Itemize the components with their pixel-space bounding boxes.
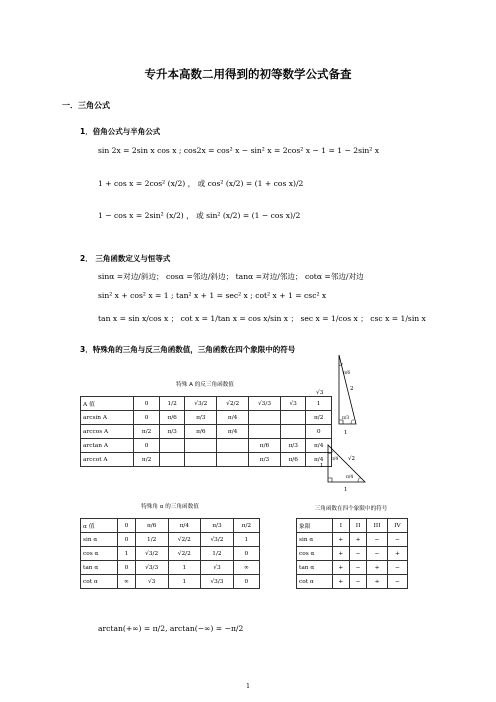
table1-cell: π/3 <box>159 425 185 439</box>
page-title: 专升本高数二用得到的初等数学公式备查 <box>144 67 352 81</box>
formula-arctan-limits: arctan(+∞) = π/2, arctan(−∞) = −π/2 <box>98 624 244 633</box>
table1-cell: π/3 <box>249 453 281 467</box>
formula-half-angle-cos: 1 + cos x = 2cos² (x/2) ， 或 cos² (x/2) = (1 + cos x)/2 <box>98 179 304 188</box>
subsection-double-angle: 1．倍角公式与半角公式 <box>80 127 161 136</box>
table2-cell: cos α <box>81 547 118 561</box>
table3-cell: cot α <box>297 575 333 589</box>
triangle2-base-label: 1 <box>344 487 348 493</box>
table1-cell: π/4 <box>306 453 332 467</box>
table1-cell: arccos A <box>81 425 134 439</box>
table1-cell: π/2 <box>134 453 160 467</box>
table3-cell: − <box>387 575 407 589</box>
triangle1-angle-bottom: π/3 <box>342 416 350 421</box>
table2-cell: √3 <box>135 575 168 589</box>
table2-cell: 1 <box>233 533 259 547</box>
table3-cell: − <box>367 533 388 547</box>
table3-cell: − <box>349 561 366 575</box>
table2-cell: tan α <box>81 561 118 575</box>
table1-cell: π/6 <box>185 425 217 439</box>
table2-cell: ∞ <box>118 575 136 589</box>
triangle2-leg-label: 1 <box>320 463 324 469</box>
table1-cell: π/3 <box>185 411 217 425</box>
triangle1-base-label: 1 <box>344 430 348 436</box>
table2-cell: √3/3 <box>135 561 168 575</box>
table1-cell: π/4 <box>217 411 249 425</box>
section-heading-trig: 一．三角公式 <box>62 101 110 110</box>
table2-cell: √3/2 <box>201 533 234 547</box>
table3-cell: + <box>349 533 366 547</box>
triangle2-angle-bottom: π/4 <box>346 475 354 480</box>
table2-header-row <box>81 519 260 533</box>
table1-cell: arccot A <box>81 453 134 467</box>
table2-cell: ∞ <box>233 561 259 575</box>
table2-cell: 0 <box>118 561 136 575</box>
table3-cell: − <box>367 547 388 561</box>
formula-ratios: tan x = sin x/cos x ； cot x = 1/tan x = cos x/sin x ； sec x = 1/cos x ； csc x = 1/sin x <box>98 314 426 323</box>
table2-caption: 特殊角 α 的三角函数值 <box>141 504 199 510</box>
table1-cell: π/4 <box>217 425 249 439</box>
table2-cell: 1 <box>168 575 201 589</box>
table3-cell: tan α <box>297 561 333 575</box>
table1-caption: 特殊 A 的反三角函数值 <box>176 382 234 388</box>
table-row <box>81 439 332 453</box>
table3-cell: IV <box>387 519 407 533</box>
table2-cell: √3/3 <box>201 575 234 589</box>
table3-cell: I <box>332 519 349 533</box>
table-row <box>81 453 332 467</box>
table2-cell: 0 <box>233 575 259 589</box>
triangle2-angle-top: π/4 <box>331 457 339 462</box>
table1-cell <box>185 439 217 453</box>
table3-header-row <box>297 519 408 533</box>
table3-cell: − <box>349 575 366 589</box>
table1-cell <box>280 411 306 425</box>
table3-cell: − <box>349 547 366 561</box>
table1-cell: π/3 <box>280 439 306 453</box>
special-triangles-diagram <box>312 352 392 497</box>
table1-cell: A 值 <box>81 397 134 411</box>
table2-cell: cot α <box>81 575 118 589</box>
formula-double-angle: sin 2x = 2sin x cos x ; cos2x = cos² x − sin² x = 2cos² x − 1 = 1 − 2sin² x <box>98 146 380 155</box>
table1-cell: 0 <box>134 411 160 425</box>
table2-cell: 0 <box>118 519 136 533</box>
special-angle-table <box>80 518 260 589</box>
table3-cell: + <box>332 561 349 575</box>
table-row <box>297 575 408 589</box>
table2-cell: 0 <box>118 533 136 547</box>
table3-caption: 三角函数在四个象限中的符号 <box>314 506 388 512</box>
table2-cell: sin α <box>81 533 118 547</box>
table1-cell: √3 <box>280 397 306 411</box>
table1-cell: π/6 <box>159 411 185 425</box>
table1-cell <box>280 425 306 439</box>
table2-cell: 1 <box>118 547 136 561</box>
formula-half-angle-sin: 1 − cos x = 2sin² (x/2) ， 或 sin² (x/2) = (1 − cos x)/2 <box>98 211 301 220</box>
table1-cell <box>185 453 217 467</box>
triangle1-angle-top: π/6 <box>343 371 351 376</box>
table3-cell: + <box>367 561 388 575</box>
table-row <box>297 561 408 575</box>
table3-cell: sin α <box>297 533 333 547</box>
table3-cell: + <box>332 547 349 561</box>
table1-cell: 0 <box>134 397 160 411</box>
quadrant-sign-table <box>296 518 408 589</box>
subsection-special-values: 3．特殊角的三角与反三角函数值，三角函数在四个象限中的符号 <box>80 345 296 354</box>
table1-cell <box>217 453 249 467</box>
table1-header-row <box>81 397 332 411</box>
table3-cell: − <box>387 533 407 547</box>
table1-cell <box>249 411 281 425</box>
table-row <box>81 411 332 425</box>
table1-cell: √2/2 <box>217 397 249 411</box>
subsection-definitions: 2． 三角函数定义与恒等式 <box>80 254 171 263</box>
table1-cell: 0 <box>306 425 332 439</box>
table-row <box>81 533 260 547</box>
table2-cell: √2/2 <box>168 547 201 561</box>
table-row <box>81 547 260 561</box>
formula-identities: sin² x + cos² x = 1 ; tan² x + 1 = sec² x ; cot² x + 1 = csc² x <box>98 291 327 300</box>
table3-cell: III <box>367 519 388 533</box>
table1-cell <box>217 439 249 453</box>
table3-cell: cos α <box>297 547 333 561</box>
table3-cell: + <box>332 575 349 589</box>
table-row <box>297 533 408 547</box>
table2-cell: π/6 <box>135 519 168 533</box>
table2-cell: 0 <box>233 547 259 561</box>
table3-cell: + <box>332 533 349 547</box>
table1-cell: √3/2 <box>185 397 217 411</box>
table2-cell: α 值 <box>81 519 118 533</box>
table1-cell: π/6 <box>249 439 281 453</box>
table2-cell: π/2 <box>233 519 259 533</box>
triangle2-hyp-label: √2 <box>348 456 356 462</box>
arc-function-table <box>80 396 332 467</box>
table2-cell: √3 <box>201 561 234 575</box>
table1-cell: 0 <box>134 439 160 453</box>
table-row <box>297 547 408 561</box>
page-number: 1 <box>246 683 250 690</box>
table1-cell <box>249 425 281 439</box>
table1-cell: π/2 <box>134 425 160 439</box>
table1-cell: π/2 <box>306 411 332 425</box>
formula-definitions: sinα =对边/斜边； cosα =邻边/斜边； tanα =对边/邻边； cotα =邻边/对边 <box>98 272 364 281</box>
table-row <box>81 575 260 589</box>
table2-cell: 1/2 <box>201 547 234 561</box>
table-row <box>81 425 332 439</box>
table1-cell: arcsin A <box>81 411 134 425</box>
table2-cell: π/3 <box>201 519 234 533</box>
table2-cell: √3/2 <box>135 547 168 561</box>
table-row <box>81 561 260 575</box>
table1-cell <box>159 453 185 467</box>
table3-cell: + <box>387 547 407 561</box>
table3-cell: + <box>367 575 388 589</box>
table1-cell: π/4 <box>306 439 332 453</box>
table3-cell: II <box>349 519 366 533</box>
table1-cell: arctan A <box>81 439 134 453</box>
triangle1-hyp-label: 2 <box>350 386 354 392</box>
table3-cell: 象限 <box>297 519 333 533</box>
table3-cell: − <box>387 561 407 575</box>
table2-cell: π/4 <box>168 519 201 533</box>
table1-cell: 1 <box>306 397 332 411</box>
table1-cell <box>159 439 185 453</box>
table1-cell: √3/3 <box>249 397 281 411</box>
table2-cell: 1 <box>168 561 201 575</box>
table2-cell: √2/2 <box>168 533 201 547</box>
table2-cell: 1/2 <box>135 533 168 547</box>
table1-cell: π/6 <box>280 453 306 467</box>
table1-cell: 1/2 <box>159 397 185 411</box>
triangle1-leg-label: √3 <box>316 390 324 396</box>
